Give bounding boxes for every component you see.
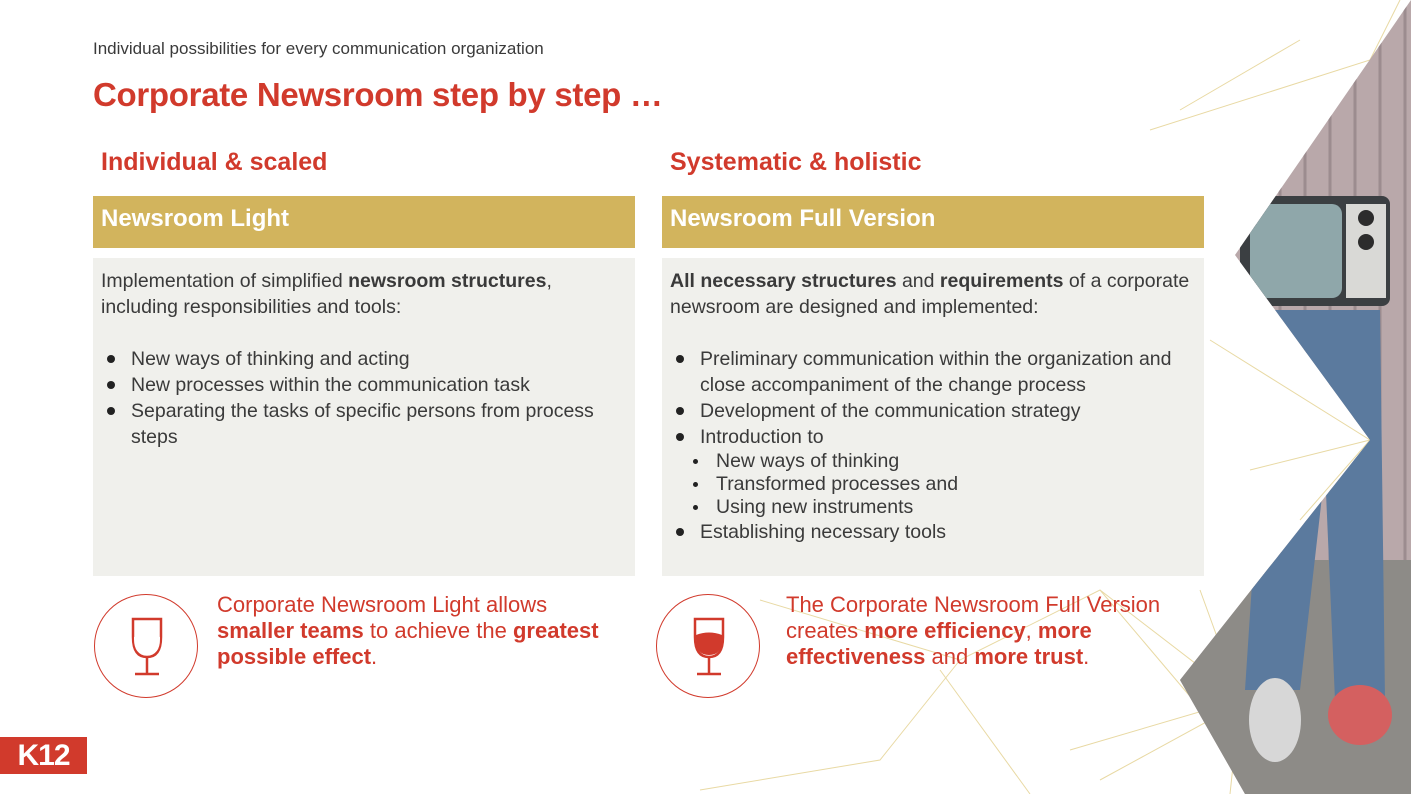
wine-glass-full-icon xyxy=(656,594,760,698)
list-item-text: Development of the communication strategy xyxy=(700,400,1081,422)
supertitle: Individual possibilities for every communication organization xyxy=(93,39,544,58)
left-tagline-segment: greatest possible effect xyxy=(217,618,599,669)
right-tagline-segment: more effectiveness xyxy=(786,618,1092,669)
right-intro-segment: requirements xyxy=(939,270,1064,292)
page-title: Corporate Newsroom step by step … xyxy=(93,76,663,113)
list-item-text: Establishing necessary tools xyxy=(700,521,947,543)
left-tagline-segment: to achieve the xyxy=(363,618,513,643)
right-tagline-segment: more trust xyxy=(974,644,1084,669)
right-intro-text xyxy=(670,268,1196,320)
right-tagline-segment: The Corporate Newsroom Full Version creates xyxy=(786,592,1161,643)
list-item xyxy=(670,346,1196,398)
right-column-heading: Systematic & holistic xyxy=(670,148,922,176)
right-tagline-segment: , xyxy=(1025,618,1038,643)
left-column-heading: Individual & scaled xyxy=(101,148,328,176)
sub-bullet-list xyxy=(700,450,1196,519)
list-item-text: Preliminary communication within the organization and close accompaniment of the change process xyxy=(700,348,1172,396)
left-tagline-segment: Corporate Newsroom Light allows xyxy=(217,592,548,617)
left-bullet-list xyxy=(101,346,627,450)
left-tagline-segment: smaller teams xyxy=(217,618,364,643)
right-banner: Newsroom Full Version xyxy=(662,196,1204,248)
photo-panel xyxy=(1170,0,1411,794)
right-intro-segment: and xyxy=(896,270,940,292)
sub-list-item: New ways of thinking xyxy=(670,450,1196,473)
list-item: New processes within the communication task xyxy=(101,372,627,398)
wine-glass-icon xyxy=(94,594,198,698)
right-tagline-segment: and xyxy=(925,644,975,669)
left-intro-segment: newsroom structures xyxy=(348,270,547,292)
left-banner: Newsroom Light xyxy=(93,196,635,248)
right-tagline-segment: . xyxy=(1083,644,1090,669)
left-intro-segment: Implementation of simplified xyxy=(101,270,349,292)
left-tagline-segment: . xyxy=(371,644,378,669)
sub-list-item: Transformed processes and xyxy=(670,473,1196,496)
left-intro-segment: , including responsibilities and tools: xyxy=(101,270,552,318)
list-item xyxy=(670,519,1196,545)
right-intro-segment: of a corporate newsroom are designed and implemented: xyxy=(670,270,1190,318)
k12-logo: K12 xyxy=(0,737,87,774)
left-content-box xyxy=(93,258,635,576)
list-item xyxy=(670,424,1196,519)
right-content-box xyxy=(662,258,1204,576)
sub-list-item: Using new instruments xyxy=(670,496,1196,519)
right-tagline-segment: more efficiency xyxy=(864,618,1026,643)
list-item xyxy=(670,398,1196,424)
left-intro-text xyxy=(101,268,627,320)
right-bullet-list xyxy=(670,346,1196,545)
list-item: Separating the tasks of specific persons from process steps xyxy=(101,398,627,450)
list-item-text: Introduction to xyxy=(700,426,824,448)
right-intro-segment: All necessary structures xyxy=(670,270,897,292)
list-item: New ways of thinking and acting xyxy=(101,346,627,372)
right-tagline xyxy=(786,592,1186,670)
left-tagline xyxy=(217,592,617,670)
